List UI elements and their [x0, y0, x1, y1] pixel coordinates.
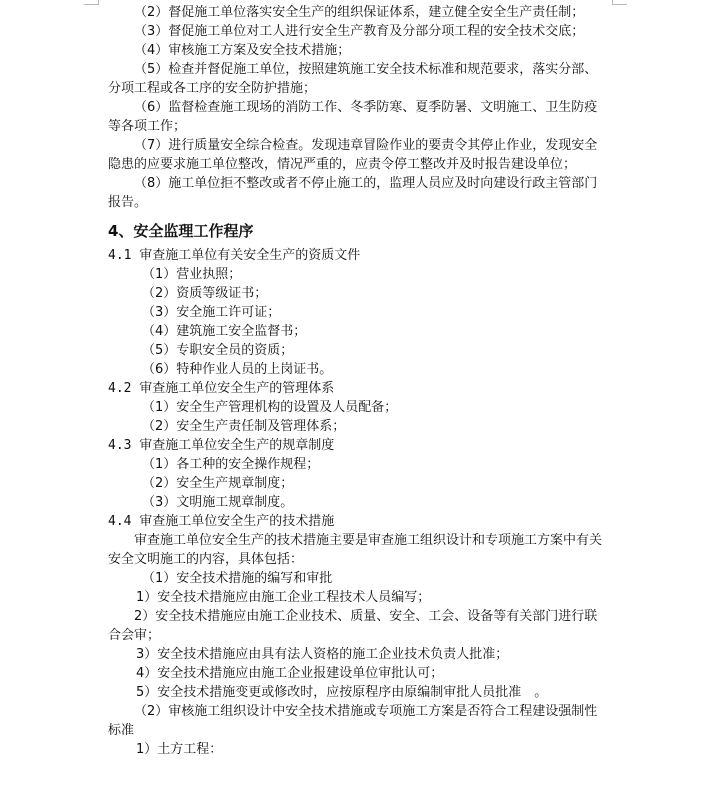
s41-item-6: （6）特种作业人员的上岗证书。	[142, 362, 333, 377]
s44-subitem-2: 2）安全技术措施应由施工企业技术、质量、安全、工会、设备等有关部门进行联合会审；	[108, 609, 598, 643]
section-heading: 4、安全监理工作程序	[108, 222, 254, 240]
s43-item-1: （1）各工种的安全操作规程；	[142, 457, 320, 472]
s41-item-1: （1）营业执照；	[142, 267, 242, 282]
s41-item-2: （2）资质等级证书；	[142, 286, 268, 301]
document-body	[108, 3, 610, 759]
s44-subitem-1: 1）安全技术措施应由施工企业工程技术人员编写；	[136, 590, 431, 605]
intro-item-2: （2）督促施工单位落实安全生产的组织保证体系，建立健全安全生产责任制；	[134, 5, 585, 20]
intro-item-6: （6）监督检查施工现场的消防工作、冬季防寒、夏季防暑、文明施工、卫生防疫等各项工作；	[108, 100, 598, 134]
margin-corner-mark-right	[612, 0, 627, 5]
intro-item-4: （4）审核施工方案及安全技术措施；	[134, 43, 351, 58]
s42-item-1: （1）安全生产管理机构的设置及人员配备；	[142, 400, 398, 415]
s44-item-2-subitem-1: 1）土方工程：	[136, 742, 223, 757]
s41-item-5: （5）专职安全员的资质；	[142, 343, 294, 358]
margin-corner-mark-left	[84, 0, 99, 5]
intro-item-3: （3）督促施工单位对工人进行安全生产教育及分部分项工程的安全技术交底；	[134, 24, 585, 39]
s44-subitem-5: 5）安全技术措施变更或修改时，应按原程序由原编制审批人员批准 。	[136, 685, 548, 700]
s43-item-2: （2）安全生产规章制度；	[142, 476, 294, 491]
s42-item-2: （2）安全生产责任制及管理体系；	[142, 419, 346, 434]
intro-item-5: （5）检查并督促施工单位，按照建筑施工安全技术标准和规范要求，落实分部、分项工程或各工序的安全防护措施；	[108, 62, 598, 96]
intro-item-8: （8）施工单位拒不整改或者不停止施工的，监理人员应及时向建设行政主管部门报告。	[108, 176, 598, 210]
s44-item-1: （1）安全技术措施的编写和审批	[142, 571, 333, 586]
s43-item-3: （3）文明施工规章制度。	[142, 495, 294, 510]
subsection-4-3-title: 4.3 审查施工单位安全生产的规章制度	[108, 438, 335, 453]
s44-item-2: （2）审核施工组织设计中安全技术措施或专项施工方案是否符合工程建设强制性标准	[108, 704, 598, 738]
subsection-4-4-title: 4.4 审查施工单位安全生产的技术措施	[108, 514, 335, 529]
subsection-4-1-title: 4.1 审查施工单位有关安全生产的资质文件	[108, 248, 361, 263]
s41-item-3: （3）安全施工许可证；	[142, 305, 281, 320]
subsection-4-2-title: 4.2 审查施工单位安全生产的管理体系	[108, 381, 335, 396]
s44-subitem-3: 3）安全技术措施应由具有法人资格的施工企业技术负责人批准；	[136, 647, 509, 662]
s44-subitem-4: 4）安全技术措施应由施工企业报建设单位审批认可；	[136, 666, 444, 681]
s44-intro: 审查施工单位安全生产的技术措施主要是审查施工组织设计和专项施工方案中有关安全文明施工的内容，具体包括：	[108, 533, 603, 567]
intro-item-7: （7）进行质量安全综合检查。发现违章冒险作业的要责令其停止作业，发现安全隐患的应要求施工单位整改，情况严重的，应责令停工整改并及时报告建设单位；	[108, 138, 598, 172]
s41-item-4: （4）建筑施工安全监督书；	[142, 324, 307, 339]
